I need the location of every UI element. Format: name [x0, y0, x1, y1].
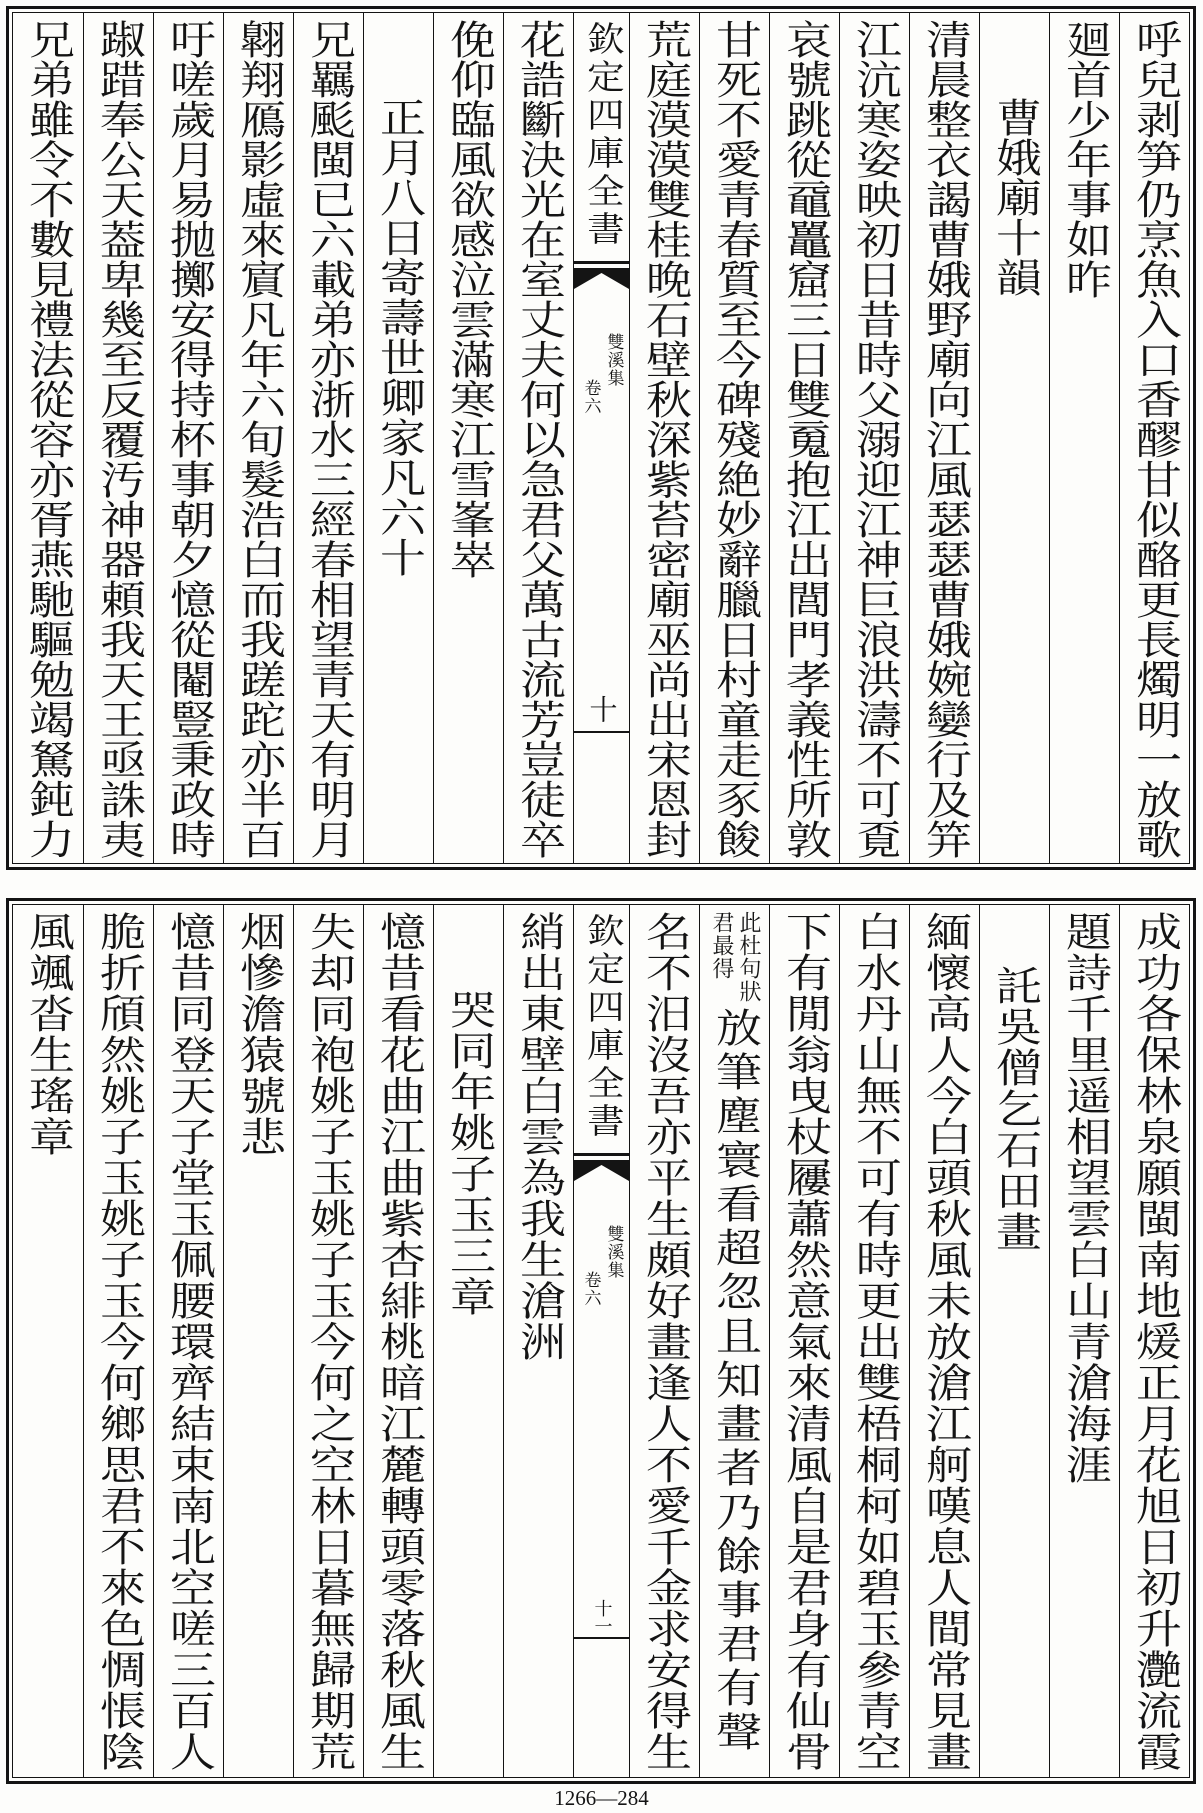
text-column: [223, 13, 293, 863]
leaf-bottom: [6, 898, 1196, 1784]
column-text: 放筆塵寰看超忽且知畫者乃餘事君有聲: [708, 1007, 761, 1755]
collection-name: 雙溪集: [603, 1225, 624, 1279]
page-footer-number: 1266—284: [554, 1786, 649, 1810]
text-column: [629, 13, 699, 863]
text-column: [839, 905, 909, 1777]
column-text: 脆折頎然姚子玉姚子玉今何鄉思君不來色惆悵陰: [92, 911, 145, 1772]
text-column: [83, 13, 153, 863]
column-text: 俛仰臨風欲感泣雲滿寒江雪峯崒: [442, 19, 495, 579]
volume-label: 卷六: [580, 1271, 601, 1307]
text-column: [1049, 905, 1119, 1777]
column-text: 白水丹山無不可有時更出雙梧桐柯如碧玉參青空: [848, 911, 901, 1772]
column-text: 荒庭漠漠雙桂晚石壁秋深紫苔密廟巫尚出宋恩封: [638, 19, 691, 859]
column-text: 踧踖奉公天葢卑幾至反覆汚神器頼我天王亟誅夷: [92, 19, 145, 859]
column-text: 吁嗟歲月易抛擲安得持杯事朝夕憶從閹豎秉政時: [162, 19, 215, 859]
column-text: 兄弟雖令不數見禮法從容亦胥燕馳驅勉竭駑鈍力: [21, 19, 75, 859]
text-column: [1119, 905, 1189, 1777]
column-text: 烟慘澹猿號悲: [232, 911, 285, 1157]
text-column: [503, 13, 573, 863]
column-text: 緬懷高人今白頭秋風未放滄江舸嘆息人間常見畫: [918, 911, 971, 1772]
leaf-number-holder: [574, 1599, 629, 1635]
book-title: 欽定四庫全書: [579, 21, 624, 249]
text-column: [83, 905, 153, 1777]
text-column: [503, 905, 573, 1777]
column-text: 廻首少年事如昨: [1058, 19, 1111, 299]
text-column: [13, 13, 83, 863]
text-column: [363, 905, 433, 1777]
text-column: [769, 905, 839, 1777]
text-column: [1119, 13, 1189, 863]
text-column: [153, 13, 223, 863]
fishtail-mark-icon: [574, 261, 629, 291]
text-column: [699, 13, 769, 863]
poem-title: 託吳僧乞石田畫: [988, 965, 1041, 1252]
column-text: 兄羈颩閩已六載弟亦浙水三經春相望青天有明月: [302, 19, 355, 859]
text-column: [839, 13, 909, 863]
column-text: 成功各保林泉願閩南地煖正月花旭日初升灔流霞: [1128, 911, 1181, 1772]
text-column: [293, 905, 363, 1777]
leaf-frame: [12, 904, 1190, 1778]
text-column: [433, 13, 503, 863]
column-text: 題詩千里遥相望雲白山青滄海涯: [1058, 911, 1111, 1485]
column-text: 名不汨沒吾亦平生頗好畫逢人不愛千金求安得生: [638, 911, 691, 1772]
column-text: 甘死不愛青春質至今碑殘絶妙辭臘日村童走豕餕: [708, 19, 761, 859]
center-column: [573, 905, 629, 1777]
poem-title-column: [979, 13, 1049, 863]
text-column: [1049, 13, 1119, 863]
text-column: [223, 905, 293, 1777]
text-column: [293, 13, 363, 863]
text-column: [909, 905, 979, 1777]
center-subtitle: [582, 333, 622, 415]
collection-name: 雙溪集: [603, 333, 624, 387]
center-subtitle: [582, 1225, 622, 1307]
column-text: 呼兒剥笋仍烹魚入口香醪甘似酪更長燭明一放歌: [1128, 19, 1181, 859]
annotated-column: [699, 905, 769, 1777]
poem-title: 正月八日寄壽世卿家凡六十: [372, 97, 425, 577]
leaf-number-rule: [574, 1637, 629, 1639]
poem-title: 哭同年姚子玉三章: [442, 989, 495, 1317]
column-text: 清晨整衣謁曹娥野廟向江風瑟瑟曹娥婉孌行及笄: [918, 19, 971, 859]
column-text: 風颯沓生瑤章: [21, 911, 75, 1157]
poem-title-column: [979, 905, 1049, 1777]
interlinear-note-left: 君最得: [709, 911, 734, 980]
column-text: 翺翔鴈影虛來賔凡年六旬髮浩白而我蹉跎亦半百: [232, 19, 285, 859]
book-title: 欽定四庫全書: [579, 913, 624, 1141]
interlinear-note-right: 此杜句狀: [736, 911, 761, 1003]
leaf-number-rule: [574, 731, 629, 733]
leaf-number: 十一: [591, 1599, 613, 1635]
center-column: [573, 13, 629, 863]
text-column: [629, 905, 699, 1777]
column-text: 憶昔看花曲江曲紫杏緋桃暗江麓轉頭零落秋風生: [372, 911, 425, 1772]
column-text: 憶昔同登天子堂玉佩腰環齊結束南北空嗟三百人: [162, 911, 215, 1772]
column-text: 下有閒翁曳杖屨蕭然意氣來清風自是君身有仙骨: [778, 911, 831, 1772]
poem-title-column: [433, 905, 503, 1777]
column-text: 綃出東壁白雲為我生滄洲: [512, 911, 565, 1362]
volume-label: 卷六: [580, 379, 601, 415]
column-text: 花誥斷決光在室丈夫何以急君父萬古流芳豈徒卒: [512, 19, 565, 859]
text-column: [769, 13, 839, 863]
leaf-number-holder: [574, 695, 629, 723]
fishtail-mark-icon: [574, 1153, 629, 1183]
poem-title: 曹娥廟十韻: [988, 97, 1041, 297]
text-column: [153, 905, 223, 1777]
text-column: [13, 905, 83, 1777]
column-text: 哀號跳從黿鼉窟三日雙䰟抱江出閭門孝義性所敦: [778, 19, 831, 859]
poem-title-column: [363, 13, 433, 863]
leaf-top: [6, 6, 1196, 870]
leaf-frame: [12, 12, 1190, 864]
interlinear-note: [710, 911, 759, 1003]
column-text: 失却同袍姚子玉姚子玉今何之空林日暮無歸期荒: [302, 911, 355, 1772]
leaf-number: 十: [585, 695, 619, 723]
text-column: [909, 13, 979, 863]
column-text: 江沆寒姿映初日昔時父溺迎江神巨浪洪濤不可覔: [848, 19, 901, 859]
